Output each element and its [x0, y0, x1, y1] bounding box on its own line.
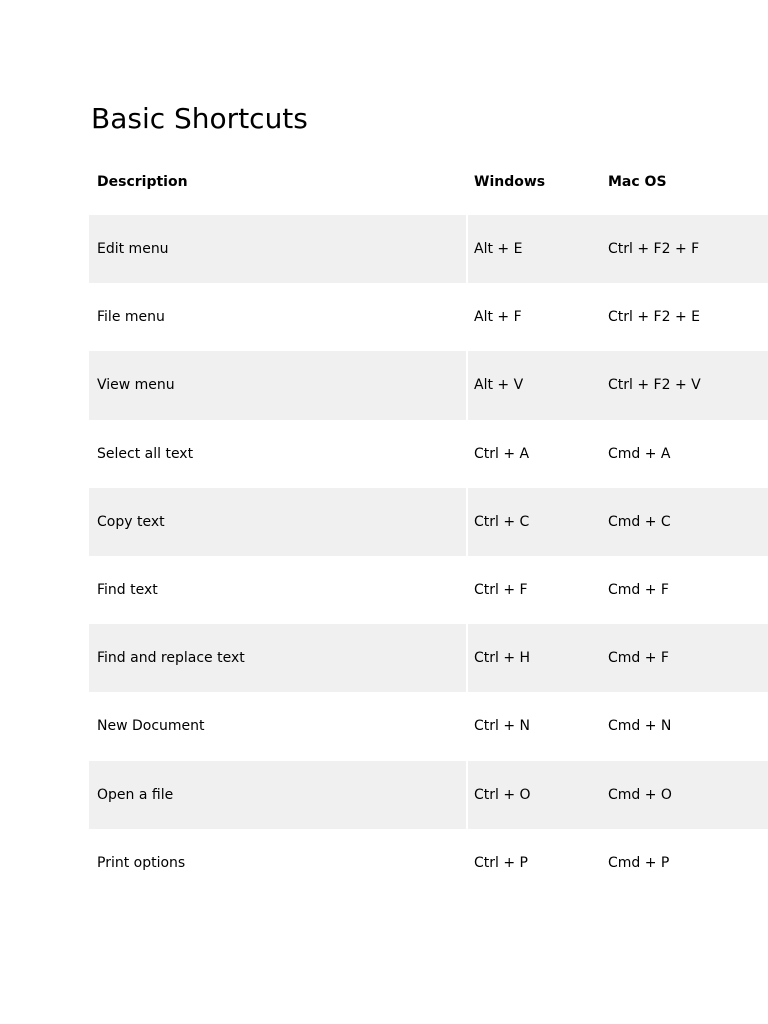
cell-description: New Document [97, 718, 205, 735]
header-description: Description [97, 173, 188, 190]
cell-description: Select all text [97, 445, 194, 462]
cell-description: Find and replace text [89, 624, 466, 692]
page-title: Basic Shortcuts [91, 102, 308, 135]
cell-mac: Cmd + F [601, 624, 768, 692]
cell-mac: Cmd + O [601, 761, 768, 829]
cell-description: Print options [97, 854, 186, 871]
table-row [89, 283, 768, 351]
cell-description: Copy text [89, 488, 466, 556]
cell-windows: Ctrl + P [474, 854, 528, 871]
table-row [89, 215, 768, 283]
table-row [89, 556, 768, 624]
header-windows: Windows [474, 173, 546, 190]
cell-windows: Ctrl + A [474, 445, 530, 462]
cell-mac: Cmd + A [608, 445, 671, 462]
table-row [89, 624, 768, 692]
cell-windows: Alt + E [468, 215, 601, 283]
cell-mac: Ctrl + F2 + V [601, 351, 768, 419]
cell-description: View menu [89, 351, 466, 419]
cell-mac: Cmd + C [601, 488, 768, 556]
cell-mac: Cmd + N [608, 718, 672, 735]
table-row [89, 351, 768, 419]
table-row [89, 761, 768, 829]
cell-mac: Cmd + P [608, 854, 670, 871]
cell-description: Edit menu [89, 215, 466, 283]
cell-windows: Alt + V [468, 351, 601, 419]
cell-description: File menu [97, 309, 165, 326]
cell-description: Find text [97, 582, 158, 599]
cell-mac: Ctrl + F2 + F [601, 215, 768, 283]
table-row [89, 692, 768, 760]
table-row [89, 488, 768, 556]
header-mac-os: Mac OS [608, 173, 667, 190]
shortcuts-table [89, 148, 768, 897]
table-header-row [89, 148, 768, 215]
cell-windows: Ctrl + N [474, 718, 531, 735]
table-row [89, 420, 768, 488]
cell-windows: Ctrl + C [468, 488, 601, 556]
table-row [89, 829, 768, 897]
cell-mac: Cmd + F [608, 582, 669, 599]
cell-windows: Alt + F [474, 309, 522, 326]
cell-windows: Ctrl + F [474, 582, 528, 599]
cell-windows: Ctrl + O [468, 761, 601, 829]
cell-mac: Ctrl + F2 + E [608, 309, 700, 326]
cell-description: Open a file [89, 761, 466, 829]
cell-windows: Ctrl + H [468, 624, 601, 692]
